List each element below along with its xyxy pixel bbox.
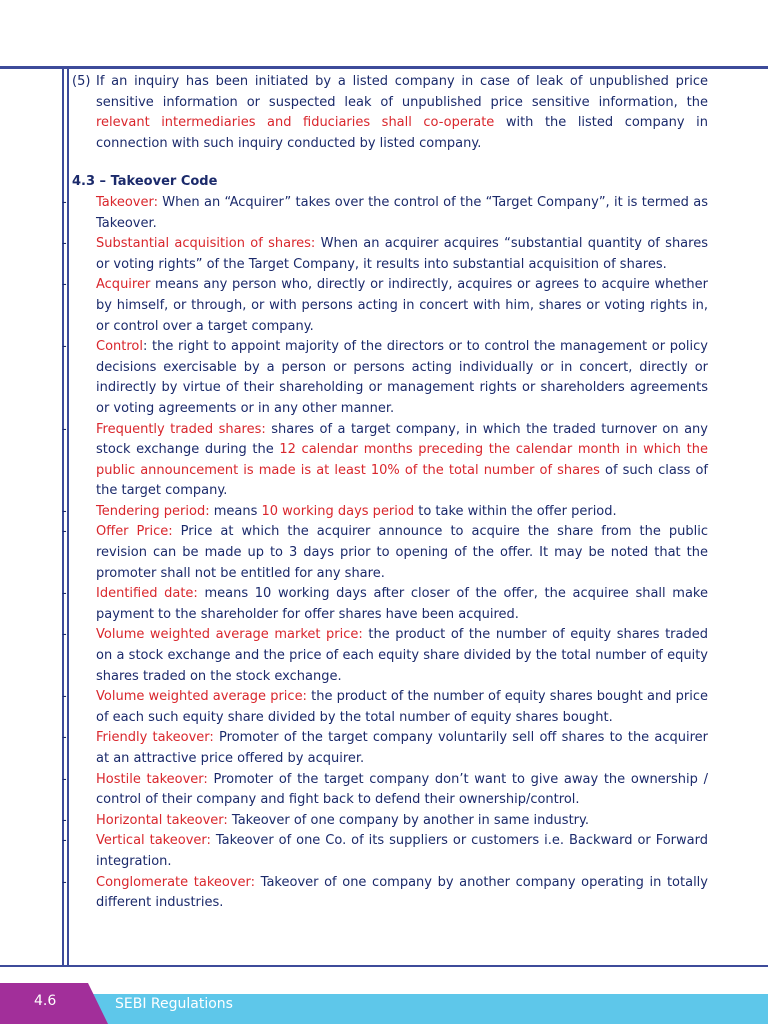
paragraph-5 xyxy=(72,72,708,154)
paragraph-number: (5) xyxy=(72,74,91,89)
definition-text: means 10 working days after closer of the offer, the acquiree shall make payment to the shareholder for offer shares have been acquired. xyxy=(96,586,708,622)
definition-term: Identified date: xyxy=(96,586,198,602)
definition-term: Horizontal takeover: xyxy=(96,812,228,828)
definition-term: Volume weighted average price: xyxy=(96,689,307,705)
section-heading: 4.3 – Takeover Code xyxy=(72,174,218,190)
list-item xyxy=(62,811,708,832)
definition-text-end: of such class of the target company. xyxy=(96,462,708,499)
bullet-dash: - xyxy=(62,730,67,746)
list-item xyxy=(62,831,708,872)
definition-term: Offer Price: xyxy=(96,524,173,540)
list-item xyxy=(62,420,708,502)
paragraph-highlight: relevant intermediaries and fiduciaries shall co-operate xyxy=(96,115,495,131)
list-item xyxy=(62,275,708,337)
definition-term: Takeover: xyxy=(96,194,158,210)
bullet-dash: - xyxy=(62,277,67,293)
list-item xyxy=(62,584,708,625)
bullet-dash: - xyxy=(62,236,67,252)
list-item xyxy=(62,687,709,728)
page-content xyxy=(62,72,709,914)
definition-term: Conglomerate takeover: xyxy=(96,874,256,890)
list-item xyxy=(62,873,708,914)
definition-text: Takeover of one company by another company operating in totally different industries. xyxy=(96,874,708,911)
list-item xyxy=(62,337,708,419)
definition-text: Takeover of one Co. of its suppliers or customers i.e. Backward or Forward integration. xyxy=(96,833,708,869)
definition-term: Substantial acquisition of shares: xyxy=(96,236,316,252)
bullet-dash: - xyxy=(62,689,67,705)
bullet-dash: - xyxy=(62,421,67,437)
definition-text: Price at which the acquirer announce to acquire the share from the public revision can be made up to 3 days prior to opening of the offer. It may be noted that the promoter shall not be entitled for any share. xyxy=(96,524,708,581)
definition-highlight: 12 calendar months preceding the calendar month in which the public announcement is made is at least 10% of the total number of shares xyxy=(96,442,708,478)
bullet-dash: - xyxy=(62,874,67,890)
definition-text: shares of a target company, in which the traded turnover on any stock exchange during the xyxy=(96,421,708,458)
definition-term: Friendly takeover: xyxy=(96,730,214,746)
page-number: 4.6 xyxy=(34,993,57,1009)
definition-term: Hostile takeover: xyxy=(96,771,208,787)
definition-text: : the right to appoint majority of the directors or to control the management or policy decisions exercisable by a person or persons acting individually or in concert, directly or indirectly by virtue of their shareholding or management rights or shareholders agreements or voting agreements or in any other manner. xyxy=(96,339,708,416)
top-rule xyxy=(0,66,768,69)
definition-list xyxy=(62,193,709,914)
list-item xyxy=(62,770,708,811)
definition-text: Promoter of the target company don’t want to give away the ownership / control of their company and fight back to defend their ownership/control. xyxy=(96,771,708,808)
bullet-dash: - xyxy=(62,339,67,355)
definition-term: Acquirer xyxy=(96,277,151,293)
bottom-rule xyxy=(0,965,768,967)
bullet-dash: - xyxy=(62,503,67,519)
list-item xyxy=(62,502,708,523)
left-margin-line-inner xyxy=(67,66,69,967)
bullet-dash: - xyxy=(62,812,67,828)
list-item xyxy=(62,193,708,234)
definition-text: means any person who, directly or indirectly, acquires or agrees to acquire whether by himself, or through, or with persons acting in concert with him, shares or voting rights in, or control over a target company. xyxy=(96,277,708,334)
list-item xyxy=(62,728,709,769)
definition-text-end: to take within the offer period. xyxy=(414,503,617,519)
paragraph-text-end: with the listed company in connection with such inquiry conducted by listed company. xyxy=(96,115,708,151)
bullet-dash: - xyxy=(62,194,67,210)
definition-text: When an “Acquirer” takes over the control of the “Target Company”, it is termed as Takeover. xyxy=(96,194,708,231)
footer-title: SEBI Regulations xyxy=(115,996,233,1012)
definition-term: Tendering period: xyxy=(96,503,210,519)
definition-term: Vertical takeover: xyxy=(96,833,211,849)
definition-text: the product of the number of equity shares bought and price of each such equity share divided by the total number of equity shares bought. xyxy=(96,689,709,725)
paragraph-text: If an inquiry has been initiated by a listed company in case of leak of unpublished price sensitive information or suspected leak of unpublished price sensitive information, the xyxy=(96,74,708,110)
definition-term: Volume weighted average market price: xyxy=(96,627,363,643)
definition-highlight: 10 working days period xyxy=(261,503,415,519)
list-item xyxy=(62,625,708,687)
definition-text: Takeover of one company by another in same industry. xyxy=(227,812,589,828)
definition-text: means xyxy=(209,503,262,519)
bullet-dash: - xyxy=(62,833,67,849)
definition-text: When an acquirer acquires “substantial quantity of shares or voting rights” of the Target Company, it results into substantial acquisition of shares. xyxy=(96,236,708,272)
bullet-dash: - xyxy=(62,771,67,787)
bullet-dash: - xyxy=(62,627,67,643)
definition-term: Frequently traded shares: xyxy=(96,421,266,437)
list-item xyxy=(62,234,708,275)
bullet-dash: - xyxy=(62,524,67,540)
definition-text: the product of the number of equity shares traded on a stock exchange and the price of each equity share divided by the total number of equity shares traded on the stock exchange. xyxy=(96,627,708,684)
bullet-dash: - xyxy=(62,586,67,602)
definition-text: Promoter of the target company voluntarily sell off shares to the acquirer at an attractive price offered by acquirer. xyxy=(96,730,709,766)
definition-term: Control xyxy=(96,339,143,355)
list-item xyxy=(62,522,708,584)
